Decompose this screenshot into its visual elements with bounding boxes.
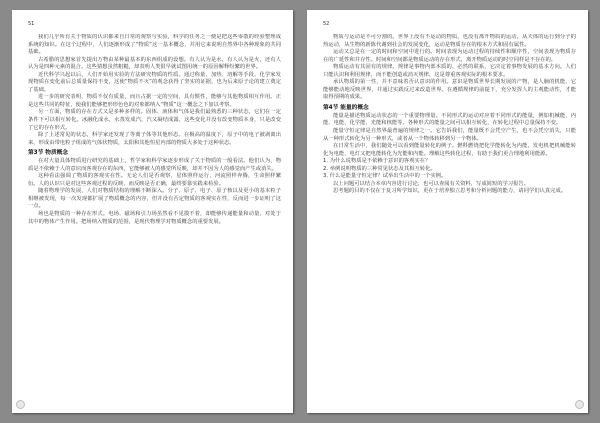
section-heading: 第3节 物质概念 [28, 150, 69, 157]
question-item: 2. 举例说明物质的三种常见状态及其相互转化。 [323, 165, 436, 172]
paragraph: 古希腊的思想家首先提出万物由某种最基本的东西组成的设想。有人认为是水，有人认为是火，还有人认为是四种元素的混合。这些猜想虽然粗糙，却表明人类很早就试图用统一的原因解释纷繁的世界。 [28, 56, 281, 71]
page-number: 51 [28, 21, 35, 27]
left-page [12, 10, 293, 413]
page-corner-handle[interactable] [575, 400, 584, 409]
paragraph: 在日常生活中，我们随处可以看到能量转化的例子。燃料燃烧把化学能转化为内能，发电机把机械能转化为电能，电灯又把电能转化为光能和内能。理解这些转化过程，有助于我们更合理地利用能源。 [323, 143, 576, 157]
section-heading: 第4节 能量的概念 [323, 104, 369, 111]
paragraph: 物质运动有其固有的规律。规律是事物内部本质的、必然的联系，它决定着事物发展的基本方向。人们只能认识和利用规律，而不能创造或消灭规律，这是尊重客观实际的根本要求。 [323, 64, 576, 78]
paragraph: 以上问题可以结合本章内容进行讨论，也可以查阅有关资料，写成简短的学习报告。 [333, 180, 529, 187]
page-body [28, 34, 281, 403]
paragraph: 我们几乎所有关于物质的认识都来自日常的观察与实验，科学的任务之一便是把这些零散的经验整理成系统的知识。在这个过程中，人们逐渐形成了“物质”这一基本概念，并用它来说明自然界中各种现象的共同基础。 [28, 34, 281, 56]
paragraph: 运动又总是在一定的时间和空间中进行的。时间表现为运动过程的持续性和顺序性，空间表现为物质存在的广延性和并存性。时间和空间都是物质运动的存在形式，离开物质运动的时空同样是不存在的。 [323, 49, 576, 63]
page-body [323, 34, 576, 403]
question-item: 1. 为什么说物质是不依赖于意识的客观实在？ [323, 158, 431, 165]
paragraph: 能量守恒定律是自然界最普遍的规律之一。它告诉我们，能量既不会凭空产生，也不会凭空消失，只能从一种形式转化为另一种形式，或者从一个物体转移到另一个物体。 [323, 128, 576, 142]
paragraph: 物质与运动是不可分割的。世界上没有不运动的物质，也没有离开物质的运动。从天体的运行到分子的热运动，从生物的新陈代谢到社会的发展变化，运动是物质存在的根本方式和固有属性。 [323, 34, 576, 48]
paragraph: 近代科学兴起以后，人们开始用实验的方法研究物质的性质。通过称量、加热、溶解等手段，化学家发现物质在变化前后总质量保持不变，这使“物质不灭”的观念获得了坚实的证据，也为后来原子论的建立奠定了基础。 [28, 71, 281, 93]
paragraph: 承认物质的第一性，并不意味着否认意识的作用。意识是物质世界长期发展的产物，是人脑的机能，它能够能动地反映世界，并通过实践反过来改造世界。在遵循规律的前提下，充分发挥人的主观能动性，才能取得预期的成果。 [323, 79, 576, 101]
page-corner-handle[interactable] [16, 400, 25, 409]
page-number: 52 [323, 21, 330, 27]
paragraph: 除了上述常见的状态，科学家还发现了等离子体等其他形态。在极高的温度下，原子中的电子被剥离出来，形成由带电粒子组成的气体状物质，太阳和其他恒星内部的物质大多处于这种状态。 [28, 132, 281, 146]
paragraph: 思考题的目的不仅在于复习所学知识，更在于培养独立思考和分析问题的能力，请同学们认真完成。 [333, 188, 567, 195]
paragraph: 另一方面，物质的存在方式又是多种多样的。固体、液体和气体是我们最熟悉的三种状态，它们在一定条件下可以相互转化。冰融化成水，水蒸发成汽，汽又凝结成露，这些变化并没有改变物质本身，只是改变了它的存在形式。 [28, 109, 281, 131]
paragraph: 能量是描述物质运动状态的一个重要物理量。不同形式的运动对应着不同形式的能量，例如机械能、内能、电能、化学能、光能和核能等。各种形式的能量之间可以相互转化，在转化过程中总量保持不变。 [323, 112, 576, 127]
paragraph: 场也是物质的一种存在形式。电场、磁场和引力场虽然看不见摸不着，却能够传递能量和动量，对处于其中的物体产生作用。把场纳入物质的范围，是现代物理学对物质概念的重要发展。 [28, 211, 281, 225]
paragraph: 随着物理学的发展，人们对物质结构的理解不断深入。分子、原子、电子、原子核以及更小的基本粒子相继被发现，每一次发现都扩展了物质概念的内容，但并没有否定物质的客观实在性，反而进一步证明了这一点。 [28, 188, 281, 210]
question-item: 3. 什么是能量守恒定律？试举出生活中的一个实例。 [323, 173, 447, 180]
paragraph: 进一步的研究表明，物质不仅有质量，而且占据一定的空间，具有惯性，能够与其他物质相互作用。正是这些共同的特征，使我们能够把形形色色的对象都纳入“物质”这一概念之下加以考察。 [28, 94, 281, 108]
right-page [307, 10, 588, 413]
paragraph: 这种看法强调了物质的客观实在性。无论人们是否观察，星体照样运行，河流照样奔腾，生命照样繁衍。人的认识只是对这些客观过程的反映，而反映是否正确，最终要靠实践来检验。 [28, 173, 281, 187]
paragraph: 在对大量具体物质进行研究的基础上，哲学家和科学家逐步形成了关于物质的一般看法。他们认为，物质是不依赖于人的意识而客观存在的东西，它能够被人的感觉所反映，却并不因为人的感觉而产生或消失。 [28, 158, 281, 172]
